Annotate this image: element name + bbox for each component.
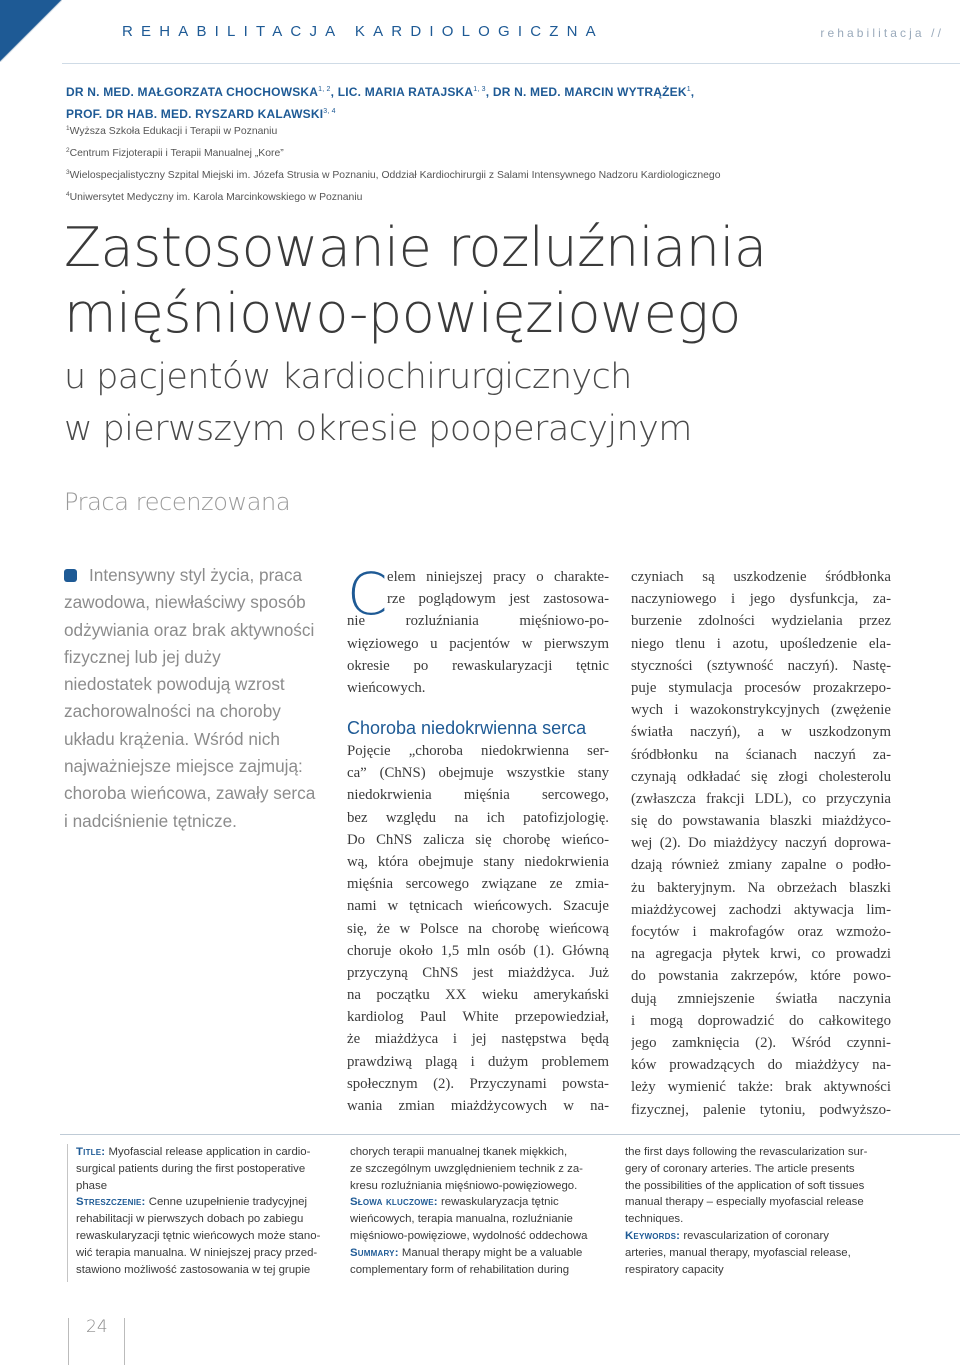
body-line: prawdziwą plagą i dużym problemem [347,1053,609,1070]
body-line: przyczyną ChNS jest miażdżyca. Już [347,964,609,981]
body-line: wych i wazokonstrykcyjnych (zwężenie [631,702,891,719]
affiliation: $^4$Uniwersytet Medyczny im. Karola Marcinkowskiego w Poznaniu [66,190,363,203]
body-line: śródbłonku na ścianach naczyń za- [631,746,891,763]
body-line: dzają również zmiany zapalne o podło- [631,857,891,874]
body-column-2 [347,740,609,1117]
body-line: jego zamknięcia (2). Wśród czynni- [631,1034,891,1051]
body-line: naczyniowego i jego dysfunkcja, za- [631,591,891,608]
body-line: światła naczyń), a w uszkodzonym [631,724,891,741]
body-line: Pojęcie „choroba niedokrwienna ser- [347,743,609,759]
body-line: dują zmniejszenie światła naczynia [631,990,891,1007]
affiliation: $^1$Wyższa Szkoła Edukacji i Terapii w Poznaniu [66,125,278,137]
body-line: na agregacja płytek krwi, co prowadzi [631,946,891,963]
body-line: czynają odkładać się złogi cholesterolu [631,768,891,785]
body-line: fizycznej, palenie tytoniu, podwyższo- [631,1101,891,1118]
section-heading: Choroba niedokrwienna serca [347,718,587,738]
article-subtitle: u pacjentów kardiochirurgicznych w pierwszym okresie pooperacyjnym [64,357,692,449]
body-line: się, że w Polsce na chorobę wieńcową [347,920,609,937]
affiliation: $^3$Wielospecjalistyczny Szpital Miejski im. Józefa Strusia w Poznaniu, Oddział Kardiochirurgii z Salami Intensywnego Nadzoru Kardiologicznego [66,168,721,181]
summary-separator [60,1134,960,1135]
lead-paragraph: Intensywny styl życia, praca zawodowa, niewłaściwy sposób odżywiania oraz brak aktywności fizycznej lub jej duży niedostatek powodują wzrost zachorowalności na choroby układu krążenia. Wśród nich najważniejsze miejsce zajmują: choroba wieńcowa, zawały serca i nadciśnienie tętnicze. [64,565,316,831]
body-line: bez względu na ich patofizjologię. [347,809,609,826]
journal-name: REHABILITACJA KARDIOLOGICZNA [122,23,604,40]
page-number: 24 [86,1317,108,1337]
body-line: społecznym (2). Przyczynami powsta- [347,1075,609,1092]
body-line: mięśnia sercowego związane ze zmia- [347,876,609,893]
body-line: wej (2). Do miażdżycy naczyń doprowa- [631,835,891,852]
drop-cap: C [347,560,388,628]
body-line: się do powstawania blaszki miażdżyco- [631,813,891,830]
body-line: że miażdżyca i jej następstwa będą [347,1031,609,1048]
body-line: nami w tętnicach wieńcowych. Szacuje [347,898,609,915]
page-corner-fold [0,0,62,62]
body-line: miażdżycowej zachodzi aktywacja lim- [631,901,891,918]
body-column-3 [631,566,891,1121]
body-line: burzenie zdolności wydzielania przez [631,613,891,630]
body-line: choruje około 1,5 mln osób (1). Główną [347,942,609,959]
intro-paragraph: elem niniejszej pracy o charakte- rze poglądowym jest zastosowa- nie rozluźniania mięśniowo-po- więziowego u pacjentów w pierwszym okresie po rewaskularyzacji tętnic wieńcowych. [347,569,609,696]
body-line: na początku XX wieku amerykański [347,987,609,1004]
body-line: leży wymienić także: brak aktywności [631,1079,891,1096]
body-line: czyniach są uszkodzenie śródbłonka [631,569,891,585]
body-line: ca” (ChNS) obejmuje wszystkie stany [347,765,609,782]
body-line: kardiolog Paul White przepowiedział, [347,1009,609,1026]
body-line: i mogą doprowadzić do całkowitego [631,1012,891,1029]
body-line: puje stymulacja procesów prozakrzepo- [631,679,891,696]
body-line: niedokrwienia mięśnia sercowego, [347,787,609,804]
body-line: niego tlenu i azotu, upośledzenie ela- [631,635,891,652]
body-line: styczności (sztywność naczyń). Nastę- [631,657,891,674]
affiliation: $^2$Centrum Fizjoterapii i Terapii Manualnej „Kore” [66,146,284,159]
summary-column-2: chorych terapii manualnej tkanek miękkich, ze szczególnym uwzględnieniem technik z za- kresu rozluźniania mięśniowo-powięziowego. Słowa kluczowe: rewaskularyzacja tętnic wieńcowych, terapia manualna, rozluźnianie mięśniowo-powięziowe, wydolność oddechowa Summary: Manual therapy might be a valuable complementary form of rehabilitation during [350,1146,588,1276]
authors: DR N. MED. MAŁGORZATA CHOCHOWSKA$^{1, 2}$, LIC. MARIA RATAJSKA$^{1, 3}$, DR N. MED. MARCIN WYTRĄŻEK$^1$, PROF. DR HAB. MED. RYSZARD KALAWSKI$^{3, 4}$ [66,85,695,121]
body-line: wą, która obejmuje stany niedokrwienia [347,853,609,870]
body-line: ków prowadzących do miażdżycy na- [631,1057,891,1074]
body-line: (zwłaszcza frakcji LDL), co przyczynia [631,790,891,807]
article-title: Zastosowanie rozluźniania mięśniowo-powięziowego [64,216,767,345]
peer-review-label: Praca recenzowana [64,488,291,516]
affiliations [66,120,721,208]
body-line: wania zmian miażdżycowych w na- [347,1098,609,1114]
section-name: rehabilitacja // [820,26,944,40]
body-line: focytów i makrofagów oraz wzmożo- [631,924,891,940]
body-line: do powstania zakrzepów, które powo- [631,968,891,985]
bullet-marker-icon [64,569,77,582]
body-line: Do ChNS zalicza się chorobę wieńco- [347,831,609,848]
summary-rule [67,1144,68,1282]
summary-column-1: Title: Myofascial release application in cardio- surgical patients during the first postoperative phase Streszczenie: Cenne uzupełnienie tradycyjnej rehabilitacji w pierwszych dobach po zabiegu rewaskularyzacji tętnic wieńcowych może stano- wić terapia manualna. W niniejszej pracy przed- stawiono możliwość zastosowania w tej grupie [76,1146,321,1276]
summary-column-3: the first days following the revascularization sur- gery of coronary arteries. The article presents the possibilities of the application of soft tissues manual therapy – especially myofascial release techniques. Keywords: revascularization of coronary arteries, manual therapy, myofascial release, respiratory capacity [625,1146,868,1276]
body-line: żu bakteryjnym. Na obrzeżach blaszki [631,879,891,896]
